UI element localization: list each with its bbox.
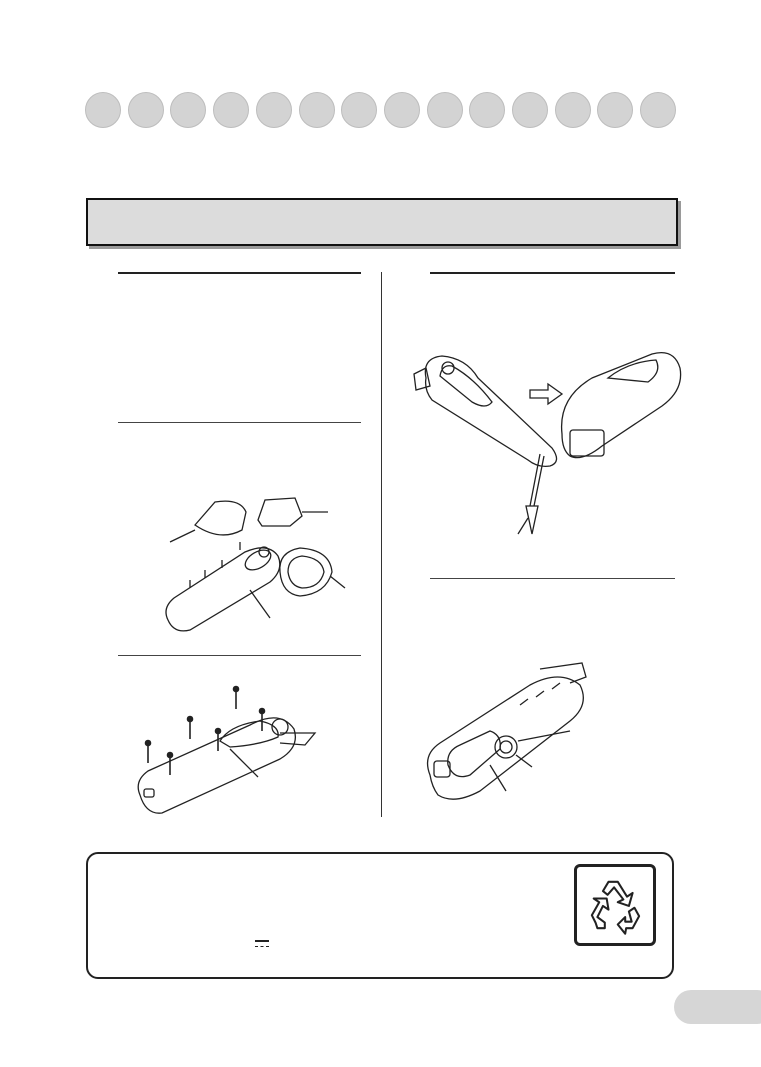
step-rule [118, 655, 361, 656]
header-dot [512, 92, 548, 128]
header-dot [597, 92, 633, 128]
header-dot [341, 92, 377, 128]
header-dot-row [85, 92, 675, 128]
header-dot [128, 92, 164, 128]
section-header-bar [86, 198, 678, 246]
handset-interior-illustration [420, 655, 600, 805]
step-rule [430, 578, 675, 579]
handset-exploded-illustration [160, 490, 360, 635]
header-dot [299, 92, 335, 128]
recycle-icon [574, 864, 656, 946]
handset-screws-illustration [130, 685, 320, 815]
column-divider [381, 272, 382, 817]
header-dot [85, 92, 121, 128]
step-rule [118, 422, 361, 423]
header-dot [469, 92, 505, 128]
header-dot [555, 92, 591, 128]
header-dot [256, 92, 292, 128]
handset-separation-illustration [412, 338, 692, 543]
header-dot [170, 92, 206, 128]
header-dot [640, 92, 676, 128]
header-dot [213, 92, 249, 128]
step-rule [430, 272, 675, 274]
step-rule [118, 272, 361, 274]
header-dot [384, 92, 420, 128]
page-number-tab [674, 990, 761, 1024]
header-dot [427, 92, 463, 128]
dc-power-symbol-icon [255, 940, 269, 950]
